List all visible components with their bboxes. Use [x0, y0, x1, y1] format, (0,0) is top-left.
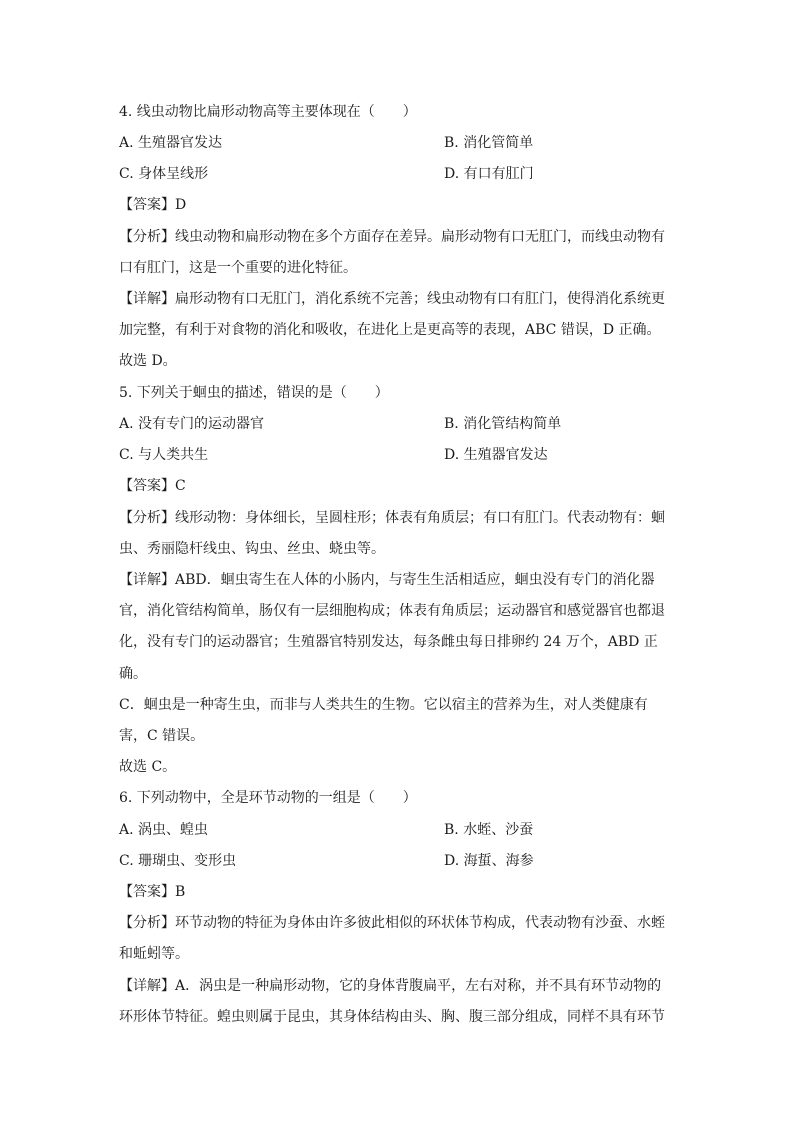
question-5-detail-line: 官，消化管结构简单，肠仅有一层细胞构成；体表有角质层；运动器官和感觉器官也都退	[119, 603, 665, 619]
question-5-analysis-line: 虫、秀丽隐杆线虫、钩虫、丝虫、蛲虫等。	[119, 541, 385, 557]
question-4-option-b: B. 消化管简单	[444, 135, 534, 151]
question-4-detail-line: 【详解】扁形动物有口无肛门，消化系统不完善；线虫动物有口有肛门，使得消化系统更	[119, 291, 665, 307]
question-6-answer: 【答案】B	[119, 884, 186, 900]
question-4-detail-line: 加完整，有利于对食物的消化和吸收，在进化上是更高等的表现，ABC 错误，D 正确。	[119, 322, 661, 338]
question-5-detail-line: 故选 C。	[119, 759, 177, 775]
question-4-detail-line: 故选 D。	[119, 353, 177, 369]
question-6-option-d: D. 海蜇、海参	[444, 853, 534, 869]
question-5-detail-line: C．蛔虫是一种寄生虫，而非与人类共生的生物。它以宿主的营养为生，对人类健康有	[119, 697, 648, 713]
question-4-option-c: C. 身体呈线形	[119, 166, 209, 182]
question-4-answer: 【答案】D	[119, 197, 187, 213]
question-5-detail-line: 【详解】ABD．蛔虫寄生在人体的小肠内，与寄生生活相适应，蛔虫没有专门的消化器	[119, 572, 655, 588]
question-4-analysis-line: 口有肛门，这是一个重要的进化特征。	[119, 260, 357, 276]
question-4-option-d: D. 有口有肛门	[444, 166, 534, 182]
question-6-analysis-line: 和蚯蚓等。	[119, 946, 189, 962]
question-5-analysis-line: 【分析】线形动物：身体细长，呈圆柱形；体表有角质层；有口有肛门。代表动物有：蛔	[119, 510, 665, 526]
question-5-answer: 【答案】C	[119, 478, 186, 494]
question-5-stem: 5. 下列关于蛔虫的描述，错误的是（ ）	[119, 385, 389, 401]
question-5-option-c: C. 与人类共生	[119, 447, 209, 463]
question-6-analysis-line: 【分析】环节动物的特征为身体由许多彼此相似的环状体节构成，代表动物有沙蚕、水蛭	[119, 915, 665, 931]
question-6-option-c: C. 珊瑚虫、变形虫	[119, 853, 237, 869]
question-4-option-a: A. 生殖器官发达	[119, 135, 223, 151]
question-5-option-d: D. 生殖器官发达	[444, 447, 548, 463]
question-6-option-a: A. 涡虫、蝗虫	[119, 822, 209, 838]
question-5-option-b: B. 消化管结构简单	[444, 416, 562, 432]
question-5-option-a: A. 没有专门的运动器官	[119, 416, 265, 432]
question-4-stem: 4. 线虫动物比扁形动物高等主要体现在（ ）	[119, 104, 417, 120]
question-6-detail-line: 【详解】A．涡虫是一种扁形动物，它的身体背腹扁平，左右对称，并不具有环节动物的	[119, 978, 662, 994]
question-5-detail-line: 化，没有专门的运动器官；生殖器官特别发达，每条雌虫每日排卵约 24 万个，ABD 正	[119, 634, 658, 650]
question-6-detail-line: 环形体节特征。蝗虫则属于昆虫，其身体结构由头、胸、腹三部分组成，同样不具有环节	[119, 1009, 665, 1025]
question-6-stem: 6. 下列动物中，全是环节动物的一组是（ ）	[119, 790, 417, 806]
question-5-detail-line: 确。	[119, 666, 147, 682]
question-5-detail-line: 害，C 错误。	[119, 728, 205, 744]
question-4-analysis-line: 【分析】线虫动物和扁形动物在多个方面存在差异。扁形动物有口无肛门，而线虫动物有	[119, 229, 665, 245]
question-6-option-b: B. 水蛭、沙蚕	[444, 822, 534, 838]
